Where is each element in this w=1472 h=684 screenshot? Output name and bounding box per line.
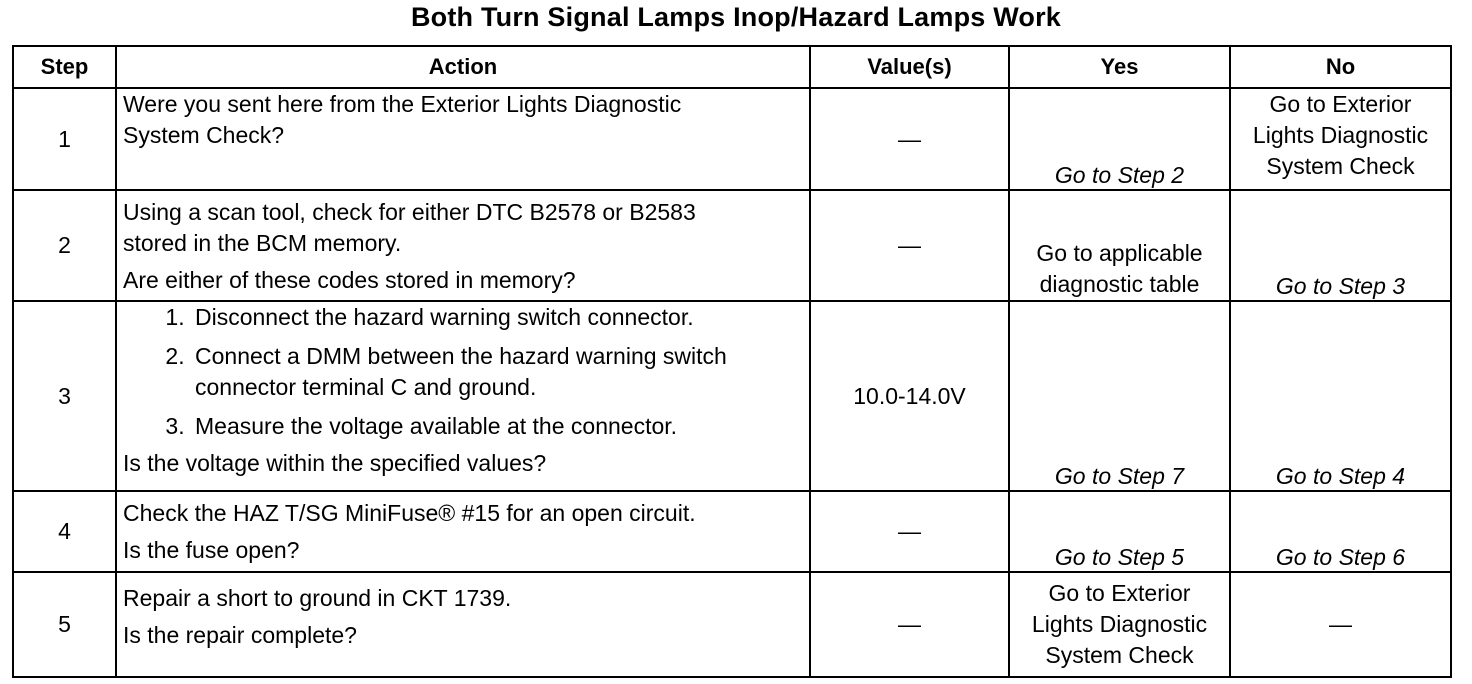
step-number: 1 xyxy=(13,88,116,190)
step-number: 5 xyxy=(13,572,116,677)
action-text: stored in the BCM memory. xyxy=(123,230,402,256)
no-cell: Go to Step 6 xyxy=(1230,491,1451,572)
value-cell: — xyxy=(810,190,1009,301)
action-text: System Check? xyxy=(123,122,285,148)
action-cell xyxy=(116,190,810,301)
substep-item: 2. Connect a DMM between the hazard warning switch connector terminal C and ground. xyxy=(191,341,803,403)
yes-cell: Go to Step 7 xyxy=(1009,301,1230,491)
action-cell xyxy=(116,572,810,677)
step-number: 3 xyxy=(13,301,116,491)
step-number: 2 xyxy=(13,190,116,301)
action-text: Using a scan tool, check for either DTC B2578 or B2583 xyxy=(123,199,696,225)
no-cell: — xyxy=(1230,572,1451,677)
no-cell: Go to Step 3 xyxy=(1230,190,1451,301)
yes-text: Go to applicable xyxy=(1036,240,1203,266)
action-text: Were you sent here from the Exterior Lights Diagnostic xyxy=(123,91,682,117)
no-text: Lights Diagnostic xyxy=(1252,122,1429,148)
yes-cell: Go to Step 5 xyxy=(1009,491,1230,572)
value-cell: — xyxy=(810,491,1009,572)
header-action: Action xyxy=(116,46,810,88)
table-row xyxy=(13,301,1451,491)
action-cell xyxy=(116,301,810,491)
header-yes: Yes xyxy=(1009,46,1230,88)
step-number: 4 xyxy=(13,491,116,572)
yes-cell: Go to Step 2 xyxy=(1009,88,1230,190)
no-cell: Go to Step 4 xyxy=(1230,301,1451,491)
action-question: Are either of these codes stored in memory? xyxy=(123,267,576,293)
table-row xyxy=(13,88,1451,190)
yes-text: Go to Exterior xyxy=(1048,580,1191,606)
yes-cell xyxy=(1009,572,1230,677)
action-question: Is the fuse open? xyxy=(123,537,300,563)
substep-item: 1. Disconnect the hazard warning switch connector. xyxy=(191,302,803,333)
table-header-row xyxy=(13,46,1451,88)
yes-cell xyxy=(1009,190,1230,301)
substep-list xyxy=(123,302,803,442)
diagnostic-table xyxy=(12,45,1452,678)
header-values: Value(s) xyxy=(810,46,1009,88)
table-row xyxy=(13,572,1451,677)
no-text: System Check xyxy=(1266,153,1415,179)
action-cell xyxy=(116,88,810,190)
action-text: Repair a short to ground in CKT 1739. xyxy=(123,585,512,611)
substep-item: 3. Measure the voltage available at the connector. xyxy=(191,411,803,442)
yes-text: Lights Diagnostic xyxy=(1031,611,1208,637)
action-question: Is the repair complete? xyxy=(123,622,357,648)
value-cell: 10.0-14.0V xyxy=(810,301,1009,491)
header-step: Step xyxy=(13,46,116,88)
no-text: Go to Exterior xyxy=(1269,91,1412,117)
action-text: Check the HAZ T/SG MiniFuse® #15 for an open circuit. xyxy=(123,500,696,526)
action-cell xyxy=(116,491,810,572)
value-cell: — xyxy=(810,572,1009,677)
no-cell xyxy=(1230,88,1451,190)
header-no: No xyxy=(1230,46,1451,88)
yes-text: diagnostic table xyxy=(1039,271,1200,297)
value-cell: — xyxy=(810,88,1009,190)
table-row xyxy=(13,190,1451,301)
page-title: Both Turn Signal Lamps Inop/Hazard Lamps Work xyxy=(410,2,1062,32)
yes-text: System Check xyxy=(1045,642,1194,668)
action-question: Is the voltage within the specified values? xyxy=(123,450,547,476)
table-row xyxy=(13,491,1451,572)
